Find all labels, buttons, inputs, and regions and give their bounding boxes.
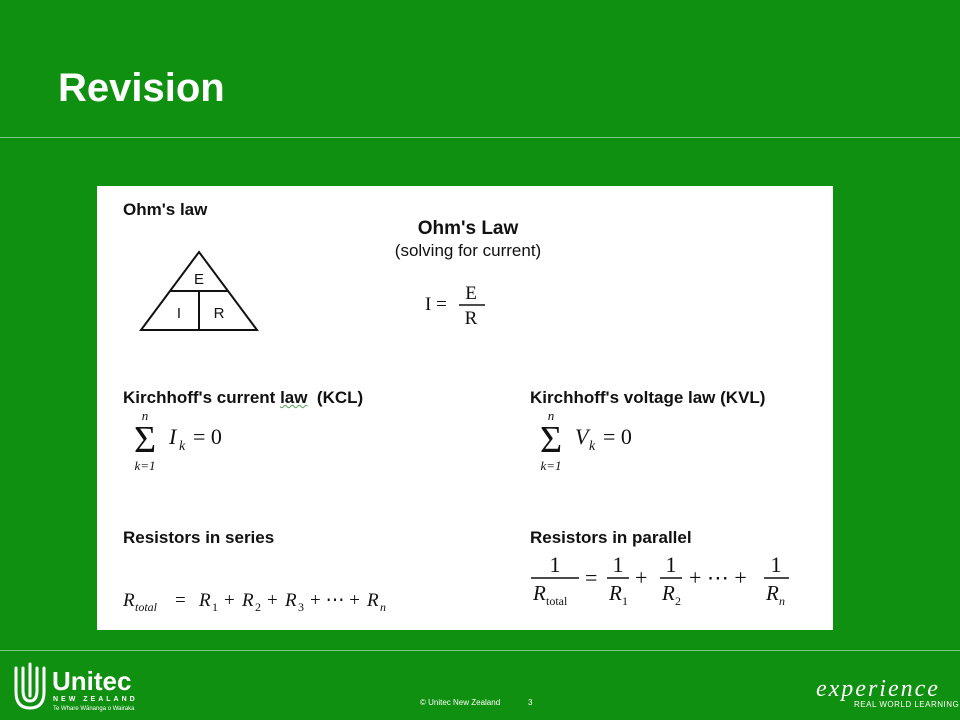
series-lhs-sub: total (135, 600, 158, 614)
series-r1-sub: 1 (212, 600, 218, 614)
kcl-equation (125, 408, 245, 474)
copyright-notice: © Unitec New Zealand (420, 698, 501, 707)
triangle-current-label: I (176, 305, 182, 322)
series-lhs: R (123, 590, 135, 611)
unitec-logo (10, 658, 150, 714)
kcl-variable: I (169, 424, 177, 449)
parallel-t1-den-sub: 1 (622, 594, 628, 608)
series-r2-sub: 2 (255, 600, 261, 614)
kcl-heading (123, 388, 363, 408)
unitec-emblem-icon (16, 664, 44, 708)
real-world-learning: REAL WORLD LEARNING (854, 700, 960, 709)
series-equals: = (175, 590, 186, 611)
ohms-law-title: Ohm's Law (417, 218, 519, 239)
footer-divider (0, 650, 960, 651)
parallel-equation (529, 548, 799, 610)
series-dots: + ⋯ + (310, 590, 360, 611)
kcl-sum-upper: n (141, 408, 149, 423)
kvl-subscript: k (589, 439, 596, 454)
parallel-lhs-num: 1 (549, 552, 561, 577)
kcl-subscript: k (179, 439, 186, 454)
ohms-triangle (137, 248, 261, 334)
triangle-resistance-label: R (213, 305, 225, 322)
slide-title: Revision (58, 66, 225, 110)
kcl-heading-tail: (KCL) (307, 388, 364, 407)
page-number: 3 (528, 698, 533, 707)
ohms-law-card-title (383, 218, 553, 261)
parallel-t2-num: 1 (665, 552, 677, 577)
parallel-lhs-den-sub: total (546, 594, 568, 608)
experience-word: experience (816, 676, 940, 702)
parallel-plus-1: + (635, 565, 648, 590)
experience-tagline (812, 676, 960, 712)
revision-content-panel (97, 186, 833, 630)
parallel-tn-den: R (766, 581, 779, 605)
series-heading: Resistors in series (123, 528, 275, 547)
series-r3: R (285, 590, 297, 611)
ohms-law-subtitle: (solving for current) (394, 241, 542, 260)
parallel-lhs-den: R (533, 581, 546, 605)
unitec-maori-name: Te Whare Wānanga o Wairaka (53, 706, 135, 712)
series-r1: R (199, 590, 211, 611)
kcl-heading-flagged-word: law (280, 388, 308, 407)
title-divider (0, 137, 960, 138)
parallel-t1-num: 1 (612, 552, 624, 577)
ohms-law-heading: Ohm's law (123, 200, 208, 219)
unitec-country: NEW ZEALAND (53, 696, 138, 703)
kvl-variable: V (575, 424, 589, 449)
parallel-tn-den-sub: n (779, 594, 785, 608)
series-r3-sub: 3 (298, 600, 304, 614)
eq-numerator: E (465, 283, 477, 304)
eq-denominator: R (464, 308, 478, 329)
parallel-t1-den: R (609, 581, 622, 605)
parallel-heading: Resistors in parallel (530, 528, 692, 547)
kvl-sum-upper: n (547, 408, 555, 423)
kvl-rhs: = 0 (603, 424, 632, 449)
kvl-equation (531, 408, 651, 474)
parallel-t2-den: R (662, 581, 675, 605)
kvl-sum-lower: k=1 (540, 458, 562, 473)
kcl-sigma: Σ (133, 419, 157, 461)
eq-lhs: I = (425, 294, 447, 315)
parallel-tn-num: 1 (770, 552, 782, 577)
kvl-sigma: Σ (539, 419, 563, 461)
series-equation (121, 584, 401, 618)
series-rn-sub: n (380, 600, 386, 614)
triangle-voltage-label: E (193, 271, 205, 288)
series-rn: R (367, 590, 379, 611)
kcl-sum-lower: k=1 (134, 458, 156, 473)
ohms-law-equation (423, 280, 493, 332)
parallel-t2-den-sub: 2 (675, 594, 681, 608)
series-plus-2: + (267, 590, 278, 611)
kcl-rhs: = 0 (193, 424, 222, 449)
series-r2: R (242, 590, 254, 611)
kcl-heading-main: Kirchhoff's current (123, 388, 281, 407)
parallel-equals: = (585, 565, 598, 590)
series-plus-1: + (224, 590, 235, 611)
parallel-dots: + ⋯ + (689, 565, 747, 590)
unitec-wordmark: Unitec (52, 666, 132, 696)
kvl-heading: Kirchhoff's voltage law (KVL) (530, 388, 766, 407)
